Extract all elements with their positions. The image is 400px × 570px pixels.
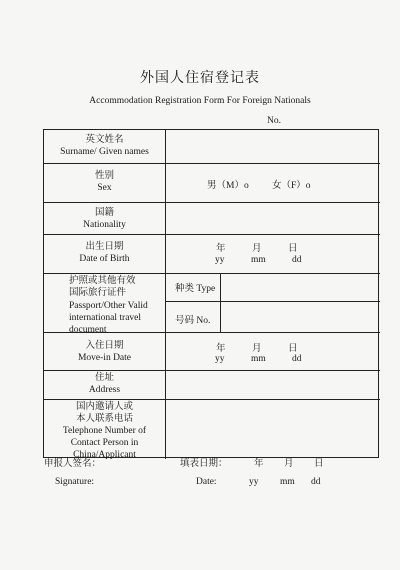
date-label-en: Date:	[196, 477, 217, 487]
address-label: 住址 Address	[88, 373, 121, 395]
row-divider	[44, 202, 380, 203]
sex-female-option[interactable]: 女（F）o	[272, 181, 311, 191]
dob-dd[interactable]: dd	[292, 255, 302, 265]
dob-yy[interactable]: yy	[215, 255, 225, 265]
sex-male-option[interactable]: 男（M）o	[207, 181, 249, 191]
contact-phone-field[interactable]	[167, 401, 378, 457]
nationality-field[interactable]	[167, 204, 378, 232]
row-divider	[44, 273, 380, 274]
move-in-dd[interactable]: dd	[292, 354, 302, 364]
passport-number-label: 号码 No.	[175, 316, 211, 326]
name-field[interactable]	[167, 132, 378, 162]
nationality-label: 国籍 Nationality	[83, 208, 126, 230]
form-title-chinese: 外国人住宿登记表	[140, 71, 260, 86]
row-divider	[44, 370, 380, 371]
fill-date-label-cn: 填表日期：	[180, 459, 228, 469]
applicant-signature-label-cn: 申报人签名：	[44, 459, 102, 469]
column-divider	[165, 130, 166, 459]
signature-label-en: Signature:	[55, 477, 95, 487]
name-label: 英文姓名 Surname/ Given names	[60, 135, 149, 157]
move-in-label: 入住日期 Move-in Date	[77, 341, 132, 363]
move-in-year-cn: 年	[216, 344, 226, 354]
passport-subdivider	[220, 273, 221, 332]
footer-day-cn: 日	[314, 459, 324, 469]
dob-label: 出生日期 Date of Birth	[79, 242, 130, 264]
move-in-month-cn: 月	[252, 344, 262, 354]
footer-yy[interactable]: yy	[249, 477, 259, 487]
dob-month-cn: 月	[252, 244, 262, 254]
form-title-english: Accommodation Registration Form For Foreign Nationals	[89, 96, 311, 106]
passport-type-label: 种类 Type	[175, 284, 216, 294]
row-divider	[44, 234, 380, 235]
footer-month-cn: 月	[284, 459, 294, 469]
dob-year-cn: 年	[216, 244, 226, 254]
move-in-yy[interactable]: yy	[215, 354, 225, 364]
address-field[interactable]	[167, 372, 378, 398]
passport-type-field[interactable]	[222, 275, 378, 300]
row-divider	[44, 399, 380, 400]
contact-phone-label: 国内邀请人或 本人联系电话 Telephone Number of Contact Person in China/Applicant	[62, 402, 147, 460]
passport-number-field[interactable]	[222, 303, 378, 330]
footer-mm[interactable]: mm	[280, 477, 295, 487]
dob-mm[interactable]: mm	[251, 255, 266, 265]
footer-year-cn: 年	[254, 459, 264, 469]
footer-dd[interactable]: dd	[311, 477, 321, 487]
form-number-label: No.	[267, 116, 281, 126]
passport-row-divider	[165, 301, 380, 302]
registration-table: 英文姓名 Surname/ Given names 性别 Sex 男（M）o 女（F）o 国籍 Nationality 出生日期 Date of Birth 年 月 日 yy mm dd 护照或其他有效 国际旅行证件 Passport/Other Valid international travel document 种类 Type 号码 No. 入住日期 Move-in Date 年 月 日 yy mm dd 住址 Address 国内邀请人或 本人联系电话 Telephone Number of Contact Person in China/Applicant	[43, 129, 379, 458]
row-divider	[44, 163, 380, 164]
dob-day-cn: 日	[288, 244, 298, 254]
sex-label: 性别 Sex	[94, 171, 114, 193]
move-in-mm[interactable]: mm	[251, 354, 266, 364]
move-in-day-cn: 日	[288, 344, 298, 354]
